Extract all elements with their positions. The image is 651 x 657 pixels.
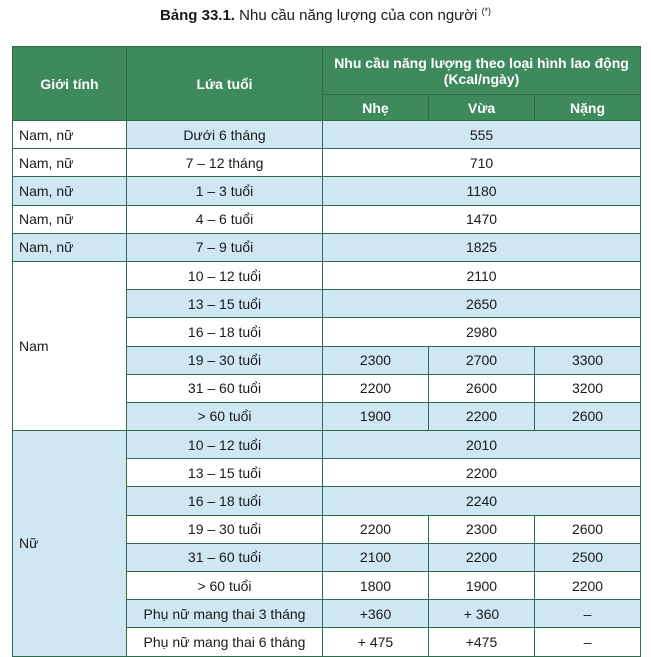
energy-medium: 2300 <box>429 515 535 543</box>
age-cell: 10 – 12 tuổi <box>127 431 323 459</box>
age-cell: 13 – 15 tuổi <box>127 459 323 487</box>
energy-heavy: 2600 <box>535 515 641 543</box>
age-cell: 16 – 18 tuổi <box>127 318 323 346</box>
energy-value: 555 <box>323 121 641 149</box>
age-cell: 7 – 9 tuổi <box>127 233 323 261</box>
energy-light: 1800 <box>323 572 429 600</box>
table-row <box>13 205 641 233</box>
gender-cell: Nam, nữ <box>13 205 127 233</box>
gender-cell-male: Nam <box>13 261 127 430</box>
age-cell: 31 – 60 tuổi <box>127 543 323 571</box>
energy-value: 1470 <box>323 205 641 233</box>
table-row <box>13 121 641 149</box>
age-cell: 7 – 12 tháng <box>127 149 323 177</box>
gender-cell-female: Nữ <box>13 431 127 657</box>
age-cell: 19 – 30 tuổi <box>127 346 323 374</box>
age-cell: 10 – 12 tuổi <box>127 261 323 289</box>
age-cell: > 60 tuổi <box>127 402 323 430</box>
gender-cell: Nam, nữ <box>13 233 127 261</box>
energy-light: 1900 <box>323 402 429 430</box>
age-cell: > 60 tuổi <box>127 572 323 600</box>
caption-label: Bảng 33.1. <box>159 7 235 24</box>
energy-value: 2200 <box>323 459 641 487</box>
age-cell: 19 – 30 tuổi <box>127 515 323 543</box>
header-heavy: Nặng <box>535 95 641 121</box>
energy-heavy: – <box>535 600 641 628</box>
energy-medium: 2600 <box>429 374 535 402</box>
age-cell: Phụ nữ mang thai 3 tháng <box>127 600 323 628</box>
energy-medium: 2200 <box>429 543 535 571</box>
header-light: Nhẹ <box>323 95 429 121</box>
table-row <box>13 177 641 205</box>
age-cell: Phụ nữ mang thai 6 tháng <box>127 628 323 656</box>
energy-medium: + 360 <box>429 600 535 628</box>
header-age: Lứa tuổi <box>127 47 323 121</box>
energy-heavy: 2600 <box>535 402 641 430</box>
energy-light: 2200 <box>323 515 429 543</box>
energy-light: + 475 <box>323 628 429 656</box>
header-energy: Nhu cầu năng lượng theo loại hình lao động (Kcal/ngày) <box>323 47 641 95</box>
energy-value: 1825 <box>323 233 641 261</box>
table-caption <box>0 6 651 24</box>
gender-cell: Nam, nữ <box>13 177 127 205</box>
energy-heavy: 2500 <box>535 543 641 571</box>
energy-value: 710 <box>323 149 641 177</box>
energy-needs-table <box>12 46 641 657</box>
energy-light: 2100 <box>323 543 429 571</box>
age-cell: Dưới 6 tháng <box>127 121 323 149</box>
energy-value: 2110 <box>323 261 641 289</box>
energy-value: 2650 <box>323 290 641 318</box>
energy-heavy: 3300 <box>535 346 641 374</box>
table-row <box>13 261 641 289</box>
caption-text: Nhu cầu năng lượng của con người <box>239 7 478 24</box>
age-cell: 16 – 18 tuổi <box>127 487 323 515</box>
energy-value: 2980 <box>323 318 641 346</box>
energy-medium: 2200 <box>429 402 535 430</box>
gender-cell: Nam, nữ <box>13 121 127 149</box>
energy-heavy: 3200 <box>535 374 641 402</box>
energy-light: +360 <box>323 600 429 628</box>
header-medium: Vừa <box>429 95 535 121</box>
caption-note: (*) <box>481 6 492 16</box>
header-gender: Giới tính <box>13 47 127 121</box>
energy-value: 2010 <box>323 431 641 459</box>
energy-medium: 2700 <box>429 346 535 374</box>
age-cell: 13 – 15 tuổi <box>127 290 323 318</box>
energy-heavy: 2200 <box>535 572 641 600</box>
table-row <box>13 233 641 261</box>
energy-medium: +475 <box>429 628 535 656</box>
gender-cell: Nam, nữ <box>13 149 127 177</box>
energy-value: 1180 <box>323 177 641 205</box>
age-cell: 31 – 60 tuổi <box>127 374 323 402</box>
age-cell: 4 – 6 tuổi <box>127 205 323 233</box>
energy-medium: 1900 <box>429 572 535 600</box>
energy-heavy: – <box>535 628 641 656</box>
energy-light: 2300 <box>323 346 429 374</box>
energy-value: 2240 <box>323 487 641 515</box>
table-row <box>13 149 641 177</box>
energy-light: 2200 <box>323 374 429 402</box>
age-cell: 1 – 3 tuổi <box>127 177 323 205</box>
table-row <box>13 431 641 459</box>
